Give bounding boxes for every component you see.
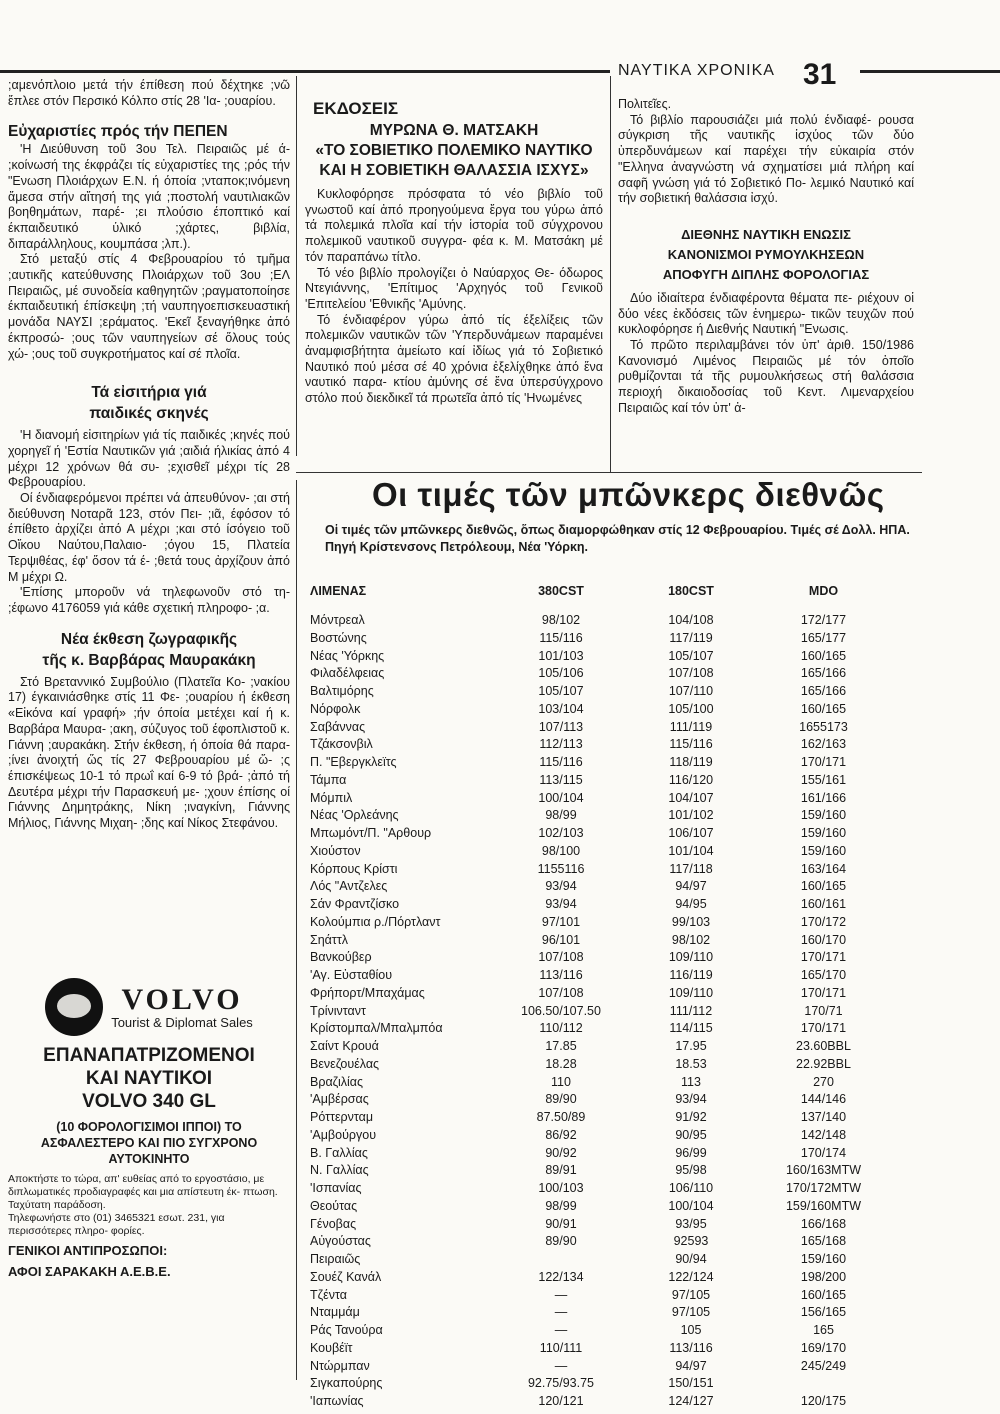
table-row [306,1287,891,1305]
price-180cst-cell: 150/151 [668,1376,714,1391]
price-180cst-cell: 107/108 [668,666,714,681]
table-row [306,1393,891,1411]
price-380cst-cell: 110 [551,1074,571,1089]
price-mdo-cell: 165 [813,1323,834,1337]
price-mdo-cell: 170/71 [804,1003,843,1018]
ad-body-text: Αποκτήστε το τώρα, απ' ευθείας από το εργοστάσιο, με διπλωματικές προδιαγραφές και μια απίστευτη έκ- πτωση. [8,1173,278,1198]
port-cell: Τάμπα [310,772,347,787]
top-rule-right [860,70,1000,73]
port-cell: Ρόττερνταμ [310,1110,374,1124]
port-cell: Βανκούβερ [310,950,372,965]
paragraph: 'Η Διεύθυνση τοῦ 3ου Τελ. Πειραιῶς μέ ά- ;κοίνωσή της έκφράζει τίς εὐχαριστίες της ;ρός τήν "Ενωση Πλοιάρχων Ε.Ν. ή όποία ;νταποκ;ινόμενη ἄμεσα στήν αἴτησή της γιά ;ποστολή ναυτιλιακῶν βοηθημάτων, παρέ- ;ει πλούσιο έποπτικό καί έκπαιδευτικό ὑλικό ;χάρτες, βιβλία, διπαράλληλους, κουμπάσα ;λπ.). [8,142,290,251]
price-mdo-cell: 198/200 [800,1269,847,1284]
price-380cst-cell: 120/121 [538,1394,584,1408]
price-180cst-cell: 111/112 [669,1003,713,1018]
paragraph: Στό μεταξύ στίς 4 Φεβρουαρίου τό τμῆμα ;αυτικῆς κατεύθυνσης Πλοιάρχων τοῦ 3ου ;ΕΛ Πειραιῶς, μέ συνοδεία καθηγητῶν ;ραγματοποίησε έκπαιδευτική έπίσκεψη ;τή ναυπηγοεπισκευαστική μονάδα ΝΑΥΣΙ ;εράματος. 'Εκεῖ ξεναγήθηκε ἀπό έκπροσώ- ;ους τῶν ναυπηγείων σέ ὅλους τούς χώ- ;ους τοῦ συγκροτήματος καί σέ πλοῖα. [8,252,290,361]
price-380cst-cell: 90/92 [545,1145,577,1160]
price-180cst-cell: 117/118 [669,861,713,876]
price-380cst-cell: 107/108 [538,985,584,1000]
column-divider [296,480,297,1380]
bunker-title: Οι τιμές τῶν μπῶνκερς διεθνῶς [372,476,885,513]
price-180cst-cell: 106/110 [668,1181,714,1195]
table-row [306,701,891,719]
ad-model: VOLVO 340 GL [82,1091,216,1112]
paragraph: Οί ένδιαφερόμενοι πρέπει νά ἀπευθύνον- ;αι στή διεύθυνση Νοταρᾶ 123, στόν Πει- ;ιᾶ, έφόσον τό έπίθετο ἀρχίζει ἀπό Α μέχρι ;και στό ίσόγειο τοῦ Οἴκου Ναύτου,Παλαιο- ;όγου 15, Πλατεία Τερψιθέας, έφ' ὅσον τά έ- ;θετά τους ἀρχίζουν ἀπό Μ μέχρι Ω. [8,491,290,584]
paragraph: Στό Βρεταννικό Συμβούλιο (Πλατεῖα Κο- ;νακίου 17) έγκαινιάσθηκε στίς 11 Φε- ;ουαρίου ή έκθεση «Εἰκόνα καί γραφή» ;ήν όποία μετέχει καί ή κ. Βαρβάρα Μαυρα- ;ακη, σύζυγος τοῦ έφοπλιστοῦ κ. Γιάννη ;αυρακάκη. Στήν έκθεση, ή όποία θά παρα- ;ίνει ἀνοιχτή ὥς τίς 27 Φεβρουαρίου μέ ὥ- ;ς έπισκέψεως 10-1 τό πρωΐ καί 6-9 τό βρά- ;ἀπό τή Δευτέρα μέχρι τήν Παρασκευή με- ;χουν έπίσης οί Γιάννης Δημητράκης, Νίκη ;ιναγκίνη, Γιάννης Μήλιος, Γιάννης Μιχαη- ;δης καί Νίκος Στεφάνου. [8,674,290,831]
price-mdo-cell: 22.92BBL [796,1056,851,1071]
price-380cst-cell: 18.28 [545,1056,577,1071]
price-180cst-cell: 18.53 [675,1056,707,1071]
port-cell: Ντώρμπαν [310,1358,370,1373]
port-cell: Π. "Εβεργκλεϊτς [310,755,397,769]
table-row [306,719,891,737]
price-mdo-cell: 166/168 [800,1216,847,1231]
table-row [306,648,891,666]
price-180cst-cell: 91/92 [675,1110,707,1124]
price-180cst-cell: 109/110 [668,950,714,965]
price-180cst-cell: 97/105 [671,1305,711,1320]
table-row [306,878,891,896]
table-row [306,967,891,985]
port-cell: Ν. Γαλλίας [310,1163,369,1178]
table-header-row [306,584,891,612]
port-cell: Βοστώνης [310,630,367,645]
price-380cst-cell: 100/103 [538,1181,584,1195]
price-mdo-cell: 165/166 [800,666,847,681]
port-cell: Σηάττλ [310,932,349,947]
price-180cst-cell: 94/95 [675,897,707,911]
price-180cst-cell: 90/94 [675,1252,707,1266]
price-mdo-cell: 1655173 [799,719,848,734]
price-380cst-cell: 17.85 [545,1039,577,1053]
price-380cst-cell: — [554,1287,568,1302]
section-label: ΕΚΔΟΣΕΙΣ [313,99,399,118]
table-row [306,861,891,879]
price-mdo-cell: 160/165 [800,1287,847,1302]
port-cell: Πειραιῶς [310,1252,361,1266]
article-title-tickets-line2: παιδικές σκηνές [89,405,209,423]
paragraph: Τό βιβλίο παρουσιάζει μιά πολύ ένδιαφέ- ρουσα σύγκριση τῆς ναυτικῆς ἰσχύος τῶν δύο ὑπερδυνάμεων καί παρέχει τήν εὐκαιρία στόν "Ελληνα ἀναγνώστη νά σχηματίσει μιά πλήρη καί σαφῆ γνώση γιά τό Σοβιετικό Πο- λεμικό Ναυτικό καί τήν σοβιετική θαλάσσια ἰσχύ. [618,112,914,206]
port-cell: Τζάκσονβιλ [310,737,373,752]
price-mdo-cell: 120/175 [800,1394,847,1408]
price-mdo-cell: 161/166 [800,790,847,805]
port-cell: Λός "Αντζελες [310,879,388,894]
table-row [306,754,891,772]
table-row [306,1127,891,1145]
price-180cst-cell: 101/102 [668,808,714,823]
price-380cst-cell: 107/113 [538,719,584,734]
port-cell: Γένοβας [310,1216,357,1231]
bunker-price-table [306,584,891,1411]
table-row [306,1198,891,1216]
article-intro: ;αμενόπλοιο μετά τήν έπίθεση πού δέχτηκε ;νῶ ἔπλεε στόν Περσικό Κόλπο στίς 28 'Ια- ;ουαρίου. [8,78,290,108]
table-row [306,1340,891,1358]
price-380cst-cell: — [554,1323,568,1337]
section-divider [296,472,922,473]
port-cell: 'Ιαπωνίας [310,1394,364,1408]
ad-headline-line1: ΕΠΑΝΑΠΑΤΡΙΖΟΜΕΝΟΙ [43,1045,255,1066]
article-title-union: ΔΙΕΘΝΗΣ ΝΑΥΤΙΚΗ ΕΝΩΣΙΣ [681,226,851,242]
price-380cst-cell: 106.50/107.50 [521,1003,601,1018]
table-row [306,1056,891,1074]
price-380cst-cell: 87.50/89 [536,1110,586,1124]
port-cell: Νέας 'Ορλεάνης [310,808,399,823]
table-row [306,683,891,701]
paragraph: Τό ένδιαφέρον γύρω ἀπό τίς έξελίξεις τῶν πολεμικῶν ναυτικῶν τῶν 'Υπερδυνάμεων παραμένει ἀναμφισβήτητα ἀμείωτο καί ἰδίως γιά τό Σοβιετικό Ναυτικό πού μέσα σέ 40 χρόνια ἐξελίχθηκε ἀπό ἕνα ναυτικό παρα- κτίου ἀμύνης σέ ἕνα ὑπερσύγχρονο στόλο πού διεκδικεῖ τά πρωτεῖα ἀπό τίς 'Ηνωμένες [305,312,603,406]
price-mdo-cell [756,1375,891,1393]
price-mdo-cell: 156/165 [800,1305,847,1320]
price-180cst-cell: 113 [681,1074,701,1089]
column-right [618,97,914,417]
column-divider [296,76,297,456]
price-180cst-cell: 96/99 [675,1145,707,1160]
table-row [306,1074,891,1092]
price-380cst-cell: 122/134 [538,1269,584,1284]
price-380cst-cell: 112/113 [539,737,583,752]
port-cell: Τζέντα [310,1287,347,1302]
table-row [306,1304,891,1322]
price-mdo-cell: 165/170 [800,968,847,982]
ad-division: Tourist & Diplomat Sales [111,1014,253,1030]
table-row [306,1216,891,1234]
price-380cst-cell: 115/116 [539,755,583,769]
table-row [306,1162,891,1180]
price-380cst-cell: 93/94 [545,879,577,894]
price-380cst-cell: 103/104 [538,701,584,716]
port-cell: 'Αμβούργου [310,1127,377,1142]
table-row [306,1269,891,1287]
price-380cst-cell: 97/101 [541,914,581,929]
ad-representatives-name: ΑΦΟΙ ΣΑΡΑΚΑΚΗ Α.Ε.Β.Ε. [8,1264,171,1279]
table-row [306,1003,891,1021]
paragraph: 'Επίσης μποροῦν νά τηλεφωνοῦν στό τη- ;έφωνο 4176059 γιά κάθε σχετική πληροφο- ;α. [8,585,290,615]
article-subtitle-tax: ΑΠΟΦΥΓΗ ΔΙΠΛΗΣ ΦΟΡΟΛΟΓΙΑΣ [662,266,870,282]
price-mdo-cell: 165/166 [800,684,847,698]
top-rule-left [0,70,610,73]
price-mdo-cell: 160/165 [800,701,847,716]
port-cell: Μόμπιλ [310,790,353,805]
price-380cst-cell: 90/91 [545,1216,577,1231]
price-180cst-cell: 122/124 [668,1269,714,1284]
price-380cst-cell: 98/99 [545,1198,577,1213]
table-row [306,949,891,967]
price-180cst-cell: 106/107 [668,826,714,840]
price-mdo-cell: 160/170 [800,932,847,947]
price-mdo-cell: 170/171 [800,950,847,965]
price-mdo-cell: 160/163MTW [785,1163,862,1178]
port-cell: 'Αμβέρσας [310,1092,369,1107]
price-180cst-cell: 114/115 [669,1021,713,1036]
header-mdo: MDO [808,584,839,598]
table-row [306,1322,891,1340]
port-cell: Κουβέϊτ [310,1340,353,1355]
paragraph: Τό νέο βιβλίο προλογίζει ὁ Ναύαρχος Θε- όδωρος Ντεγιάννης, 'Επίτιμος 'Αρχηγός τοῦ Γενικοῦ 'Επιτελείου 'Εθνικῆς 'Αμύνης. [305,265,603,311]
price-mdo-cell: 170/172MTW [785,1181,862,1195]
price-180cst-cell: 90/95 [675,1127,707,1142]
article-title-tickets: Τά εἰσιτήρια γιά [91,384,207,402]
port-cell: Σιγκαπούρης [310,1376,383,1391]
price-180cst-cell: 93/95 [675,1216,707,1231]
price-380cst-cell: 89/90 [545,1092,577,1107]
price-380cst-cell: 89/91 [545,1163,577,1178]
price-180cst-cell: 116/119 [669,968,713,982]
port-cell: Φιλαδέλφειας [310,666,385,681]
price-180cst-cell: 113/116 [669,1340,713,1355]
table-row [306,1180,891,1198]
price-mdo-cell: 170/171 [800,755,847,769]
port-cell: Μπωμόντ/Π. "Αρθουρ [310,826,432,840]
ad-body [8,1173,290,1238]
price-380cst-cell: 98/99 [545,808,577,823]
ad-phone-text: Τηλεφωνήστε στο (01) 3465321 εσωτ. 231, για περισσότερες πληρο- φορίες. [8,1212,225,1237]
price-180cst-cell: 105/100 [668,701,714,716]
price-mdo-cell: 170/171 [800,985,847,1000]
port-cell: Βαλτιμόρης [310,684,374,698]
price-180cst-cell: 111/119 [669,719,713,734]
price-180cst-cell: 104/107 [668,790,714,805]
table-row [306,1038,891,1056]
price-mdo-cell: 142/148 [800,1127,847,1142]
port-cell: Νταμμάμ [310,1305,360,1320]
price-mdo-cell: 23.60BBL [796,1039,851,1053]
price-380cst-cell: 92.75/93.75 [527,1376,595,1391]
price-180cst-cell: 97/105 [671,1287,711,1302]
table-row [306,1109,891,1127]
price-180cst-cell: 109/110 [668,985,714,1000]
table-row [306,825,891,843]
price-180cst-cell: 94/97 [675,1358,707,1373]
price-mdo-cell: 270 [813,1074,834,1089]
ad-representatives-title: ΓΕΝΙΚΟΙ ΑΝΤΙΠΡΟΣΩΠΟΙ: [8,1243,168,1258]
table-body [306,612,891,1411]
volvo-advertisement [8,978,290,1280]
table-row [306,736,891,754]
price-380cst-cell: 86/92 [545,1127,577,1142]
port-cell: Σαβάννας [310,719,366,734]
price-180cst-cell: 100/104 [668,1198,714,1213]
ad-brand-name: VOLVO [121,982,243,1016]
book-title: «ΤΟ ΣΟΒΙΕΤΙΚΟ ΠΟΛΕΜΙΚΟ ΝΑΥΤΙΚΟ ΚΑΙ Η ΣΟΒΙΕΤΙΚΗ ΘΑΛΑΣΣΙΑ ΙΣΧΥΣ» [315,142,593,179]
ad-headline [8,1044,290,1113]
table-row [306,665,891,683]
price-380cst-cell: 105/106 [538,666,584,681]
price-mdo-cell: 170/171 [800,1021,847,1036]
port-cell: Χιούστον [310,843,361,858]
port-cell: Νόρφολκ [310,701,361,716]
price-mdo-cell: 170/172 [800,914,847,929]
port-cell: 'Ισπανίας [310,1181,362,1195]
paragraph: 'Η διανομή εἰσιτηρίων γιά τίς παιδικές ;κηνές πού χορηγεῖ ή 'Εστία Ναυτικῶν γιά ;αιδιά ήλικίας ἀπό 4 μέχρι 12 χρόνων θά συ- ;εχισθεῖ μέχρι τίς 28 Φεβρουαρίου. [8,428,290,490]
price-380cst-cell [496,1251,626,1269]
price-mdo-cell: 160/165 [800,879,847,894]
price-380cst-cell: 100/104 [538,790,584,805]
price-380cst-cell: — [554,1358,568,1373]
masthead: ΝΑΥΤΙΚΑ ΧΡΟΝΙΚΑ [618,62,775,79]
price-380cst-cell: 98/102 [541,613,581,627]
table-row [306,630,891,648]
port-cell: Μόντρεαλ [310,613,365,627]
price-180cst-cell: 105 [680,1323,702,1337]
price-380cst-cell: 113/115 [539,772,583,787]
price-380cst-cell: 107/108 [538,950,584,965]
price-180cst-cell: 124/127 [668,1394,714,1408]
price-380cst-cell: 102/103 [538,826,584,840]
price-mdo-cell: 169/170 [800,1340,847,1355]
paragraph: Κυκλοφόρησε πρόσφατα τό νέο βιβλίο τοῦ γνωστοῦ καί ἀπό προηγούμενα ἔργα του γύρω ἀπό τά πολεμικά πλοῖα καί τήν ἱστορία τοῦ σύγχρονου πολεμικοῦ ναυτικοῦ συγγρα- φέα κ. Μ. Ματσάκη μέ τόν παραπάνω τίτλο. [305,187,603,264]
price-180cst-cell: 99/103 [671,914,711,929]
column-middle [305,98,603,407]
table-row [306,1358,891,1376]
price-180cst-cell: 98/102 [671,932,711,947]
price-380cst-cell: 98/100 [541,843,581,858]
price-380cst-cell: 105/107 [538,684,584,698]
price-180cst-cell: 107/110 [668,684,714,698]
price-380cst-cell: 96/101 [541,932,581,947]
port-cell: Νέας 'Υόρκης [310,648,385,663]
article-title-exhibition: Νέα έκθεση ζωγραφικῆς [60,630,238,648]
header-380cst: 380CST [538,584,584,598]
port-cell: Σαίντ Κρουά [310,1039,379,1053]
article-title-pepen: Εὐχαριστίες πρός τήν ΠΕΠΕΝ [8,123,228,141]
price-180cst-cell: 101/104 [668,843,714,858]
price-mdo-cell: 160/165 [800,648,847,663]
price-380cst-cell: 113/116 [539,968,583,982]
price-mdo-cell: 159/160 [800,826,847,840]
table-row [306,807,891,825]
price-180cst-cell: 115/116 [669,737,713,752]
table-row [306,914,891,932]
port-cell: Θεούτας [310,1198,358,1213]
price-180cst-cell: 117/119 [669,630,713,645]
page-number: 31 [803,58,837,91]
price-mdo-cell: 163/164 [800,861,847,876]
price-mdo-cell: 170/174 [800,1145,847,1160]
port-cell: Κρίστομπαλ/Μπαλμπόα [310,1021,443,1036]
table-row [306,843,891,861]
price-mdo-cell: 144/146 [800,1092,847,1107]
price-180cst-cell: 93/94 [675,1092,707,1107]
table-row [306,985,891,1003]
price-mdo-cell: 172/177 [800,613,847,627]
table-row [306,896,891,914]
column-divider [610,76,611,472]
price-380cst-cell: 110/111 [539,1340,583,1355]
price-180cst-cell: 104/108 [668,613,714,627]
price-180cst-cell: 118/119 [669,755,713,769]
price-180cst-cell: 95/98 [675,1163,707,1178]
header-180cst: 180CST [668,584,714,598]
price-180cst-cell: 92593 [673,1234,709,1249]
article-title-exhibition-line2: τῆς κ. Βαρβάρας Μαυρακάκη [42,651,256,669]
port-cell: Ράς Τανούρα [310,1323,383,1337]
price-380cst-cell: 93/94 [545,897,577,911]
price-mdo-cell: 159/160 [800,1252,847,1266]
ad-brand [8,978,290,1036]
port-cell: Αὐγούστας [310,1234,371,1249]
port-cell: Σουέζ Κανάλ [310,1269,382,1284]
port-cell: Φρήπορτ/Μπαχάμας [310,985,425,1000]
bunker-subtitle: Οἱ τιμές τῶν μπῶνκερς διεθνῶς, ὅπως διαμορφώθηκαν στίς 12 Φεβρουαρίου. Τιμές σέ Δολλ. ΗΠΑ. Πηγή Κρίστενσονς Πετρόλεουμ, Νέα 'Υόρκη. [325,523,910,554]
price-mdo-cell: 162/163 [800,737,847,752]
port-cell: Κόρπους Κρίστι [310,861,398,876]
port-cell: Τρίνινταντ [310,1003,366,1018]
table-row [306,1091,891,1109]
price-mdo-cell: 155/161 [800,772,847,787]
table-row [306,1375,891,1393]
paragraph: Πολιτεῖες. [618,97,672,111]
table-row [306,790,891,808]
port-cell: Β. Γαλλίας [310,1145,368,1160]
table-row [306,772,891,790]
price-mdo-cell: 159/160 [800,843,847,858]
price-mdo-cell: 160/161 [800,897,847,911]
header-port: ΛΙΜΕΝΑΣ [310,584,367,598]
table-row [306,612,891,630]
price-180cst-cell: 116/120 [668,772,714,787]
price-mdo-cell: 245/249 [800,1358,847,1373]
price-mdo-cell: 159/160 [800,808,847,823]
price-180cst-cell: 94/97 [675,879,707,894]
table-row [306,1251,891,1269]
ad-body-text: Ταχύτατη παράδοση. [8,1199,106,1211]
price-mdo-cell: 165/177 [800,630,847,645]
price-380cst-cell: 110/112 [539,1021,583,1036]
article-subtitle-towage: ΚΑΝΟΝΙΣΜΟΙ ΡΥΜΟΥΛΚΗΣΕΩΝ [667,246,865,262]
price-380cst-cell: 101/103 [538,648,584,663]
port-cell: Βενεζουέλας [310,1056,380,1071]
port-cell: Κολούμπια ρ./Πόρτλαντ [310,914,441,929]
port-cell: 'Αγ. Εὐσταθίου [310,968,393,982]
price-380cst-cell: 1155116 [537,861,585,876]
port-cell: Σάν Φραντζίσκο [310,897,400,911]
ad-subheadline: (10 ΦΟΡΟΛΟΓΙΣΙΜΟΙ ΙΠΠΟΙ) ΤΟ ΑΣΦΑΛΕΣΤΕΡΟ ΚΑΙ ΠΙΟ ΣΥΓΧΡΟΝΟ ΑΥΤΟΚΙΝΗΤΟ [40,1120,258,1166]
table-row [306,932,891,950]
price-180cst-cell: 17.95 [675,1039,707,1053]
price-380cst-cell: — [554,1305,568,1320]
paragraph: Τό πρῶτο περιλαμβάνει τόν ὑπ' ἀριθ. 150/1986 Κανονισμό Λιμένος Πειραιῶς μέ τόν ὁποῖο ρυθμίζονται τά τῆς ρυμουλκήσεως στή θαλάσσια περιοχή δικαιοδοσίας τοῦ Κεντ. Λιμεναρχείου Πειραιῶς καί τόν ὑπ' ἀ- [618,338,914,415]
paragraph: Δύο ἰδιαίτερα ένδιαφέροντα θέματα πε- ριέχουν οἱ δύο νέες ἐκδόσεις τῶν ἐνημερω- τικῶν τευχῶν πού κυκλοφόρησε ή Διεθνής Ναυτική "Ενωσις. [618,290,914,337]
port-cell: Βραζιλίας [310,1074,364,1089]
table-row [306,1233,891,1251]
book-author: ΜΥΡΩΝΑ Θ. ΜΑΤΣΑΚΗ [369,122,539,139]
table-row [306,1145,891,1163]
volvo-logo-icon [45,978,103,1036]
table-row [306,1020,891,1038]
price-180cst-cell: 105/107 [668,648,714,663]
price-mdo-cell: 159/160MTW [785,1198,862,1213]
ad-headline-line2: ΚΑΙ ΝΑΥΤΙΚΟΙ [85,1068,213,1089]
price-380cst-cell: 89/90 [545,1234,577,1249]
price-mdo-cell: 137/140 [800,1110,847,1124]
price-mdo-cell: 165/168 [800,1234,847,1249]
column-left [8,78,290,832]
price-380cst-cell: 115/116 [539,630,583,645]
